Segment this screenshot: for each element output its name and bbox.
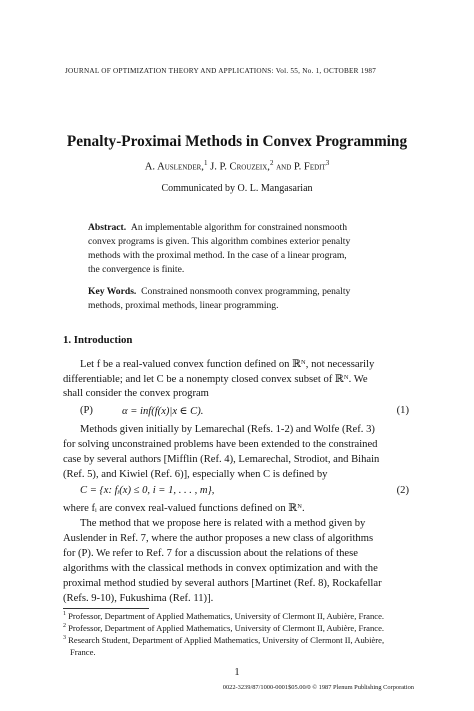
footnote-text: Research Student, Department of Applied Mathematics, University of Clermont II, Aubière, <box>68 635 385 645</box>
journal-header: JOURNAL OF OPTIMIZATION THEORY AND APPLICATIONS: Vol. 55, No. 1, OCTOBER 1987 <box>65 67 377 75</box>
body-line: The method that we propose here is related with a method given by <box>80 518 366 529</box>
body-line: (Ref. 5), and Kiwiel (Ref. 6)], especially when C is defined by <box>63 469 328 480</box>
keywords-label: Key Words. <box>88 286 137 297</box>
abstract-line <box>88 222 347 233</box>
footnote-mark: 2 <box>63 623 66 630</box>
footnote-mark: 1 <box>63 611 66 618</box>
footnote-2 <box>63 623 384 633</box>
footnote-mark: 3 <box>63 635 66 642</box>
body-line: for (P). We refer to Ref. 7 for a discussion about the relations of these <box>63 548 358 559</box>
author-1: A. Auslender, <box>144 161 204 173</box>
body-line: differentiable; and let C be a nonempty closed convex subset of ℝᴺ. We <box>63 374 368 385</box>
paper-title: Penalty-Proximai Methods in Convex Programming <box>66 133 408 150</box>
equation-1-number: (1) <box>396 405 409 416</box>
footnote-text: Professor, Department of Applied Mathematics, University of Clermont II, Aubière, France. <box>68 611 385 621</box>
body-line: Auslender in Ref. 7, where the author proposes a new class of algorithms <box>63 533 374 544</box>
body-line: proximal method studied by several authors [Martinet (Ref. 8), Rockafellar <box>63 578 382 589</box>
author-3: and P. Fedit <box>273 161 326 173</box>
footnote-3-continued: France. <box>70 647 96 657</box>
footnote-1 <box>63 611 384 621</box>
equation-2: C = {x: fᵢ(x) ≤ 0, i = 1, . . . , m}, <box>80 485 215 496</box>
abstract-text: An implementable algorithm for constrained nonsmooth <box>130 222 347 233</box>
author-3-footnote-mark: 3 <box>325 159 330 167</box>
body-line: Let f be a real-valued convex function defined on ℝᴺ, not necessarily <box>80 359 375 370</box>
section-heading: 1. Introduction <box>63 334 133 346</box>
body-line: case by several authors [Mifflin (Ref. 4), Lemarechal, Strodiot, and Bihain <box>63 454 380 465</box>
body-line: (Refs. 9-10), Fukushima (Ref. 11)]. <box>63 593 214 604</box>
abstract-line: the convergence is finite. <box>88 264 185 275</box>
equation-2-number: (2) <box>396 485 409 496</box>
publisher-code: 0022-3239/87/1000-0001$05.00/0 © 1987 Plenum Publishing Corporation <box>222 684 414 691</box>
footnote-divider <box>63 608 149 609</box>
keywords-line <box>88 286 350 297</box>
author-2-footnote-mark: 2 <box>269 159 274 167</box>
abstract-line: convex programs is given. This algorithm combines exterior penalty <box>88 236 351 247</box>
body-line: shall consider the convex program <box>63 388 209 399</box>
abstract-label: Abstract. <box>88 222 127 233</box>
author-line <box>0 159 474 173</box>
footnote-3 <box>63 635 384 645</box>
body-line: for solving unconstrained problems have been extended to the constrained <box>63 439 378 450</box>
body-line: algorithms with the classical methods in convex optimization and with the <box>63 563 378 574</box>
author-2: J. P. Crouzeix, <box>207 161 270 173</box>
keywords-text: Constrained nonsmooth convex programming, penalty <box>141 286 351 297</box>
footnote-text: Professor, Department of Applied Mathematics, University of Clermont II, Aubière, France. <box>68 623 385 633</box>
body-line: Methods given initially by Lemarechal (Refs. 1-2) and Wolfe (Ref. 3) <box>80 424 375 435</box>
author-1-footnote-mark: 1 <box>203 159 208 167</box>
body-line: where fᵢ are convex real-valued functions defined on ℝᴺ. <box>63 503 305 514</box>
keywords-line: methods, proximal methods, linear programming. <box>88 300 279 311</box>
abstract-line: methods with the proximal method. In the case of a linear program, <box>88 250 347 261</box>
equation-1-label: (P) <box>80 405 93 416</box>
page-number: 1 <box>234 667 240 678</box>
equation-1: α = inf(f(x)|x ∈ C). <box>122 406 204 417</box>
communicated-by: Communicated by O. L. Mangasarian <box>161 183 313 194</box>
